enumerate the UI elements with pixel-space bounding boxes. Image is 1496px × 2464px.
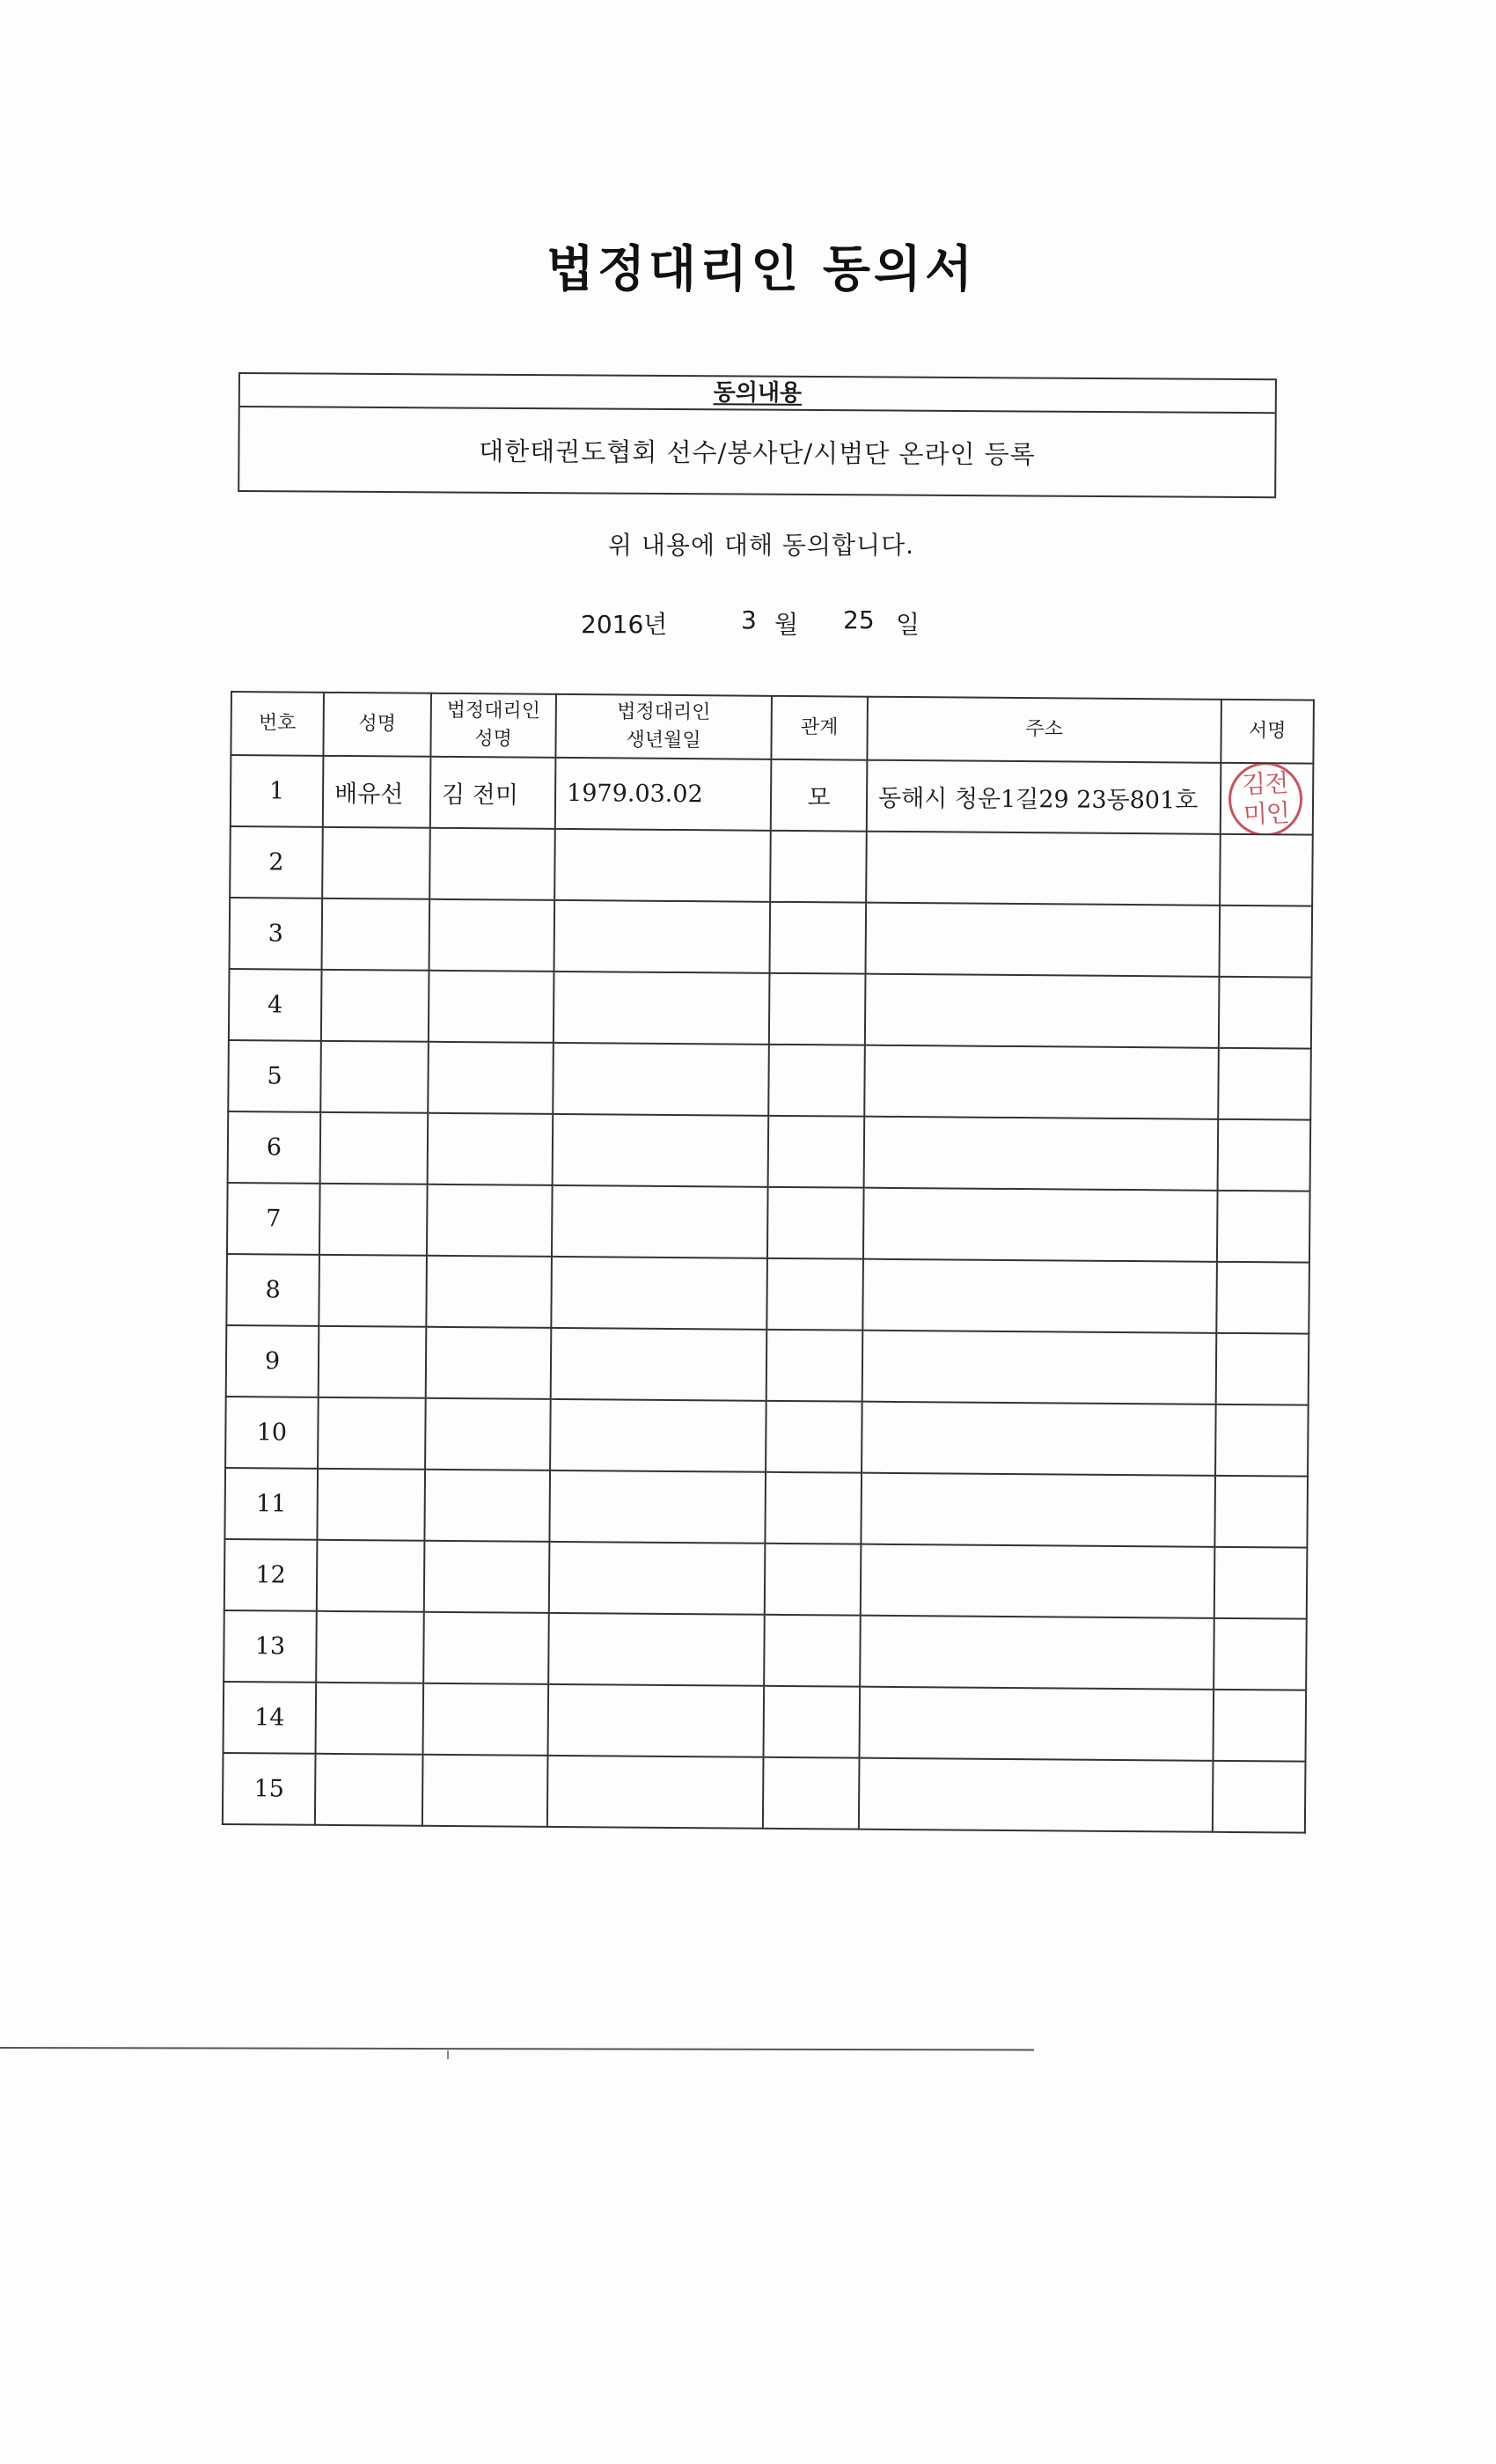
cell-no: 14 <box>224 1682 317 1754</box>
table-row <box>224 1539 1308 1619</box>
cell-no: 10 <box>225 1397 319 1469</box>
cell-relation <box>764 1615 861 1687</box>
date-month-unit: 월 <box>774 610 799 639</box>
cell-name <box>317 1540 425 1612</box>
table-row <box>226 1325 1309 1405</box>
header-address: 주소 <box>867 697 1221 763</box>
cell-guardian-birth <box>547 1756 764 1829</box>
cell-guardian-name <box>423 1683 549 1756</box>
cell-relation <box>766 1258 863 1331</box>
cell-address <box>865 974 1220 1048</box>
cell-relation <box>769 973 866 1045</box>
cell-no: 1 <box>231 755 324 827</box>
cell-relation <box>770 831 867 903</box>
cell-address <box>861 1473 1215 1547</box>
cell-guardian-birth <box>549 1542 766 1615</box>
cell-no: 4 <box>229 969 322 1041</box>
cell-no: 12 <box>224 1539 318 1611</box>
table-row <box>227 1183 1310 1263</box>
cell-name <box>321 970 429 1042</box>
cell-guardian-birth <box>551 1328 767 1401</box>
header-guardian-name-line2: 성명 <box>474 728 512 751</box>
cell-no: 13 <box>224 1610 317 1683</box>
cell-address <box>860 1616 1214 1690</box>
cell-relation <box>766 1330 863 1402</box>
cell-guardian-birth <box>552 1185 768 1258</box>
table-row <box>223 1753 1306 1833</box>
cell-signature <box>1219 977 1312 1049</box>
cell-address <box>863 1188 1218 1262</box>
document-title: 법정대리인 동의서 <box>546 240 977 298</box>
cell-name <box>319 1326 427 1398</box>
consent-header-label: 동의내용 <box>713 379 803 407</box>
header-signature: 서명 <box>1221 700 1314 764</box>
consent-content-box <box>238 372 1277 498</box>
cell-name <box>317 1469 425 1541</box>
cell-signature <box>1216 1262 1309 1334</box>
table-row <box>226 1254 1309 1334</box>
header-guardian-name <box>430 693 556 758</box>
cell-no: 11 <box>224 1468 318 1540</box>
cell-guardian-birth <box>553 1043 769 1116</box>
cell-signature <box>1214 1618 1307 1690</box>
table-row <box>229 969 1312 1049</box>
cell-guardian-name <box>426 1327 552 1399</box>
cell-guardian-birth <box>551 1257 767 1330</box>
cell-guardian-birth <box>550 1399 766 1472</box>
cell-relation <box>768 1045 865 1117</box>
cell-relation <box>765 1472 862 1544</box>
cell-address <box>864 1117 1219 1191</box>
cell-name <box>319 1255 427 1327</box>
cell-guardian-name <box>427 1184 553 1257</box>
cell-no: 7 <box>227 1183 320 1255</box>
seal-stamp-icon <box>1227 763 1304 835</box>
cell-no: 15 <box>223 1753 316 1825</box>
cell-address <box>864 1045 1219 1119</box>
scan-edge-tick <box>447 2050 449 2059</box>
cell-signature <box>1213 1690 1306 1762</box>
header-relation: 관계 <box>771 696 868 760</box>
cell-signature <box>1219 906 1312 978</box>
cell-address <box>859 1758 1214 1832</box>
cell-guardian-birth: 1979.03.02 <box>555 758 772 831</box>
date-day-unit: 일 <box>896 610 920 639</box>
table-row <box>228 1111 1311 1192</box>
cell-address <box>862 1402 1216 1476</box>
cell-signature <box>1218 1048 1311 1120</box>
cell-no: 5 <box>228 1040 321 1112</box>
cell-guardian-birth <box>548 1613 765 1686</box>
cell-no: 2 <box>230 826 323 898</box>
table-row <box>224 1468 1308 1548</box>
cell-address: 동해시 청운1길29 23동801호 <box>867 760 1221 834</box>
cell-guardian-name <box>426 1256 552 1328</box>
guardian-consent-table <box>222 691 1315 1834</box>
cell-guardian-birth <box>554 829 771 902</box>
cell-name <box>318 1397 426 1470</box>
date-day-value: 25 <box>843 605 875 634</box>
cell-address <box>865 903 1220 977</box>
cell-signature <box>1213 1761 1306 1833</box>
cell-guardian-birth <box>554 972 770 1045</box>
cell-guardian-birth <box>549 1470 766 1544</box>
header-guardian-birth-line2: 생년월일 <box>626 729 701 752</box>
cell-relation <box>763 1757 860 1830</box>
header-guardian-birth-line1: 법정대리인 <box>617 700 711 724</box>
cell-guardian-name <box>429 828 555 900</box>
cell-address <box>862 1331 1217 1404</box>
cell-name <box>322 898 430 971</box>
cell-guardian-name <box>428 1042 554 1114</box>
cell-address <box>862 1259 1217 1333</box>
cell-guardian-name: 김 전미 <box>430 757 556 829</box>
cell-name <box>320 1112 429 1184</box>
cell-address <box>861 1544 1215 1618</box>
cell-guardian-name <box>424 1470 550 1542</box>
agreement-statement: 위 내용에 대해 동의합니다. <box>607 531 915 560</box>
cell-relation <box>768 1116 865 1188</box>
cell-guardian-birth <box>554 900 771 973</box>
cell-guardian-name <box>423 1612 549 1684</box>
cell-signature <box>1221 763 1314 835</box>
cell-guardian-name <box>428 1113 554 1185</box>
cell-relation <box>766 1401 862 1473</box>
cell-signature <box>1216 1333 1309 1405</box>
cell-signature <box>1215 1404 1309 1477</box>
cell-signature <box>1217 1191 1310 1263</box>
table-row <box>225 1397 1309 1477</box>
cell-guardian-birth <box>553 1114 769 1187</box>
seal-stamp-line2: 미인 <box>1242 797 1290 829</box>
cell-name <box>315 1754 423 1826</box>
cell-address <box>866 832 1221 906</box>
cell-guardian-name <box>422 1755 548 1827</box>
scan-edge-line <box>0 2047 1034 2050</box>
cell-name: 배유선 <box>323 756 431 828</box>
cell-name <box>316 1611 424 1683</box>
table-row <box>230 898 1313 978</box>
cell-name <box>316 1683 424 1755</box>
table-header-row <box>231 692 1314 764</box>
cell-no: 6 <box>228 1111 321 1184</box>
cell-address <box>859 1687 1214 1761</box>
cell-relation <box>764 1686 861 1758</box>
date-year: 2016년 <box>581 610 668 639</box>
table-row <box>230 826 1313 906</box>
cell-relation <box>765 1544 862 1616</box>
cell-signature <box>1218 1119 1311 1192</box>
cell-signature <box>1220 834 1313 906</box>
cell-relation <box>767 1187 864 1259</box>
table-row <box>231 755 1314 835</box>
cell-guardian-birth <box>548 1684 765 1757</box>
cell-signature <box>1214 1476 1308 1548</box>
date-month-value: 3 <box>741 605 757 634</box>
cell-guardian-name <box>429 971 554 1043</box>
cell-no: 8 <box>226 1254 319 1326</box>
cell-signature <box>1214 1547 1308 1619</box>
seal-stamp-line1: 김전 <box>1241 767 1288 799</box>
cell-guardian-name <box>429 899 555 972</box>
table-row <box>228 1040 1311 1120</box>
cell-relation <box>769 902 866 974</box>
cell-no: 9 <box>226 1325 319 1397</box>
consent-body-text: 대한태권도협회 선수/봉사단/시범단 온라인 등록 <box>479 436 1036 470</box>
cell-guardian-name <box>425 1398 551 1470</box>
cell-no: 3 <box>230 898 323 970</box>
table-row <box>224 1610 1307 1690</box>
table-row <box>224 1682 1307 1762</box>
cell-name <box>319 1184 428 1256</box>
cell-name <box>320 1041 429 1113</box>
header-guardian-birth <box>555 694 772 759</box>
header-no: 번호 <box>231 692 324 756</box>
guardian-table-wrapper <box>222 691 1313 1834</box>
cell-guardian-name <box>424 1541 550 1613</box>
cell-name <box>322 827 430 899</box>
cell-relation: 모 <box>771 759 868 832</box>
header-guardian-name-line1: 법정대리인 <box>446 700 541 722</box>
header-name: 성명 <box>323 693 431 757</box>
